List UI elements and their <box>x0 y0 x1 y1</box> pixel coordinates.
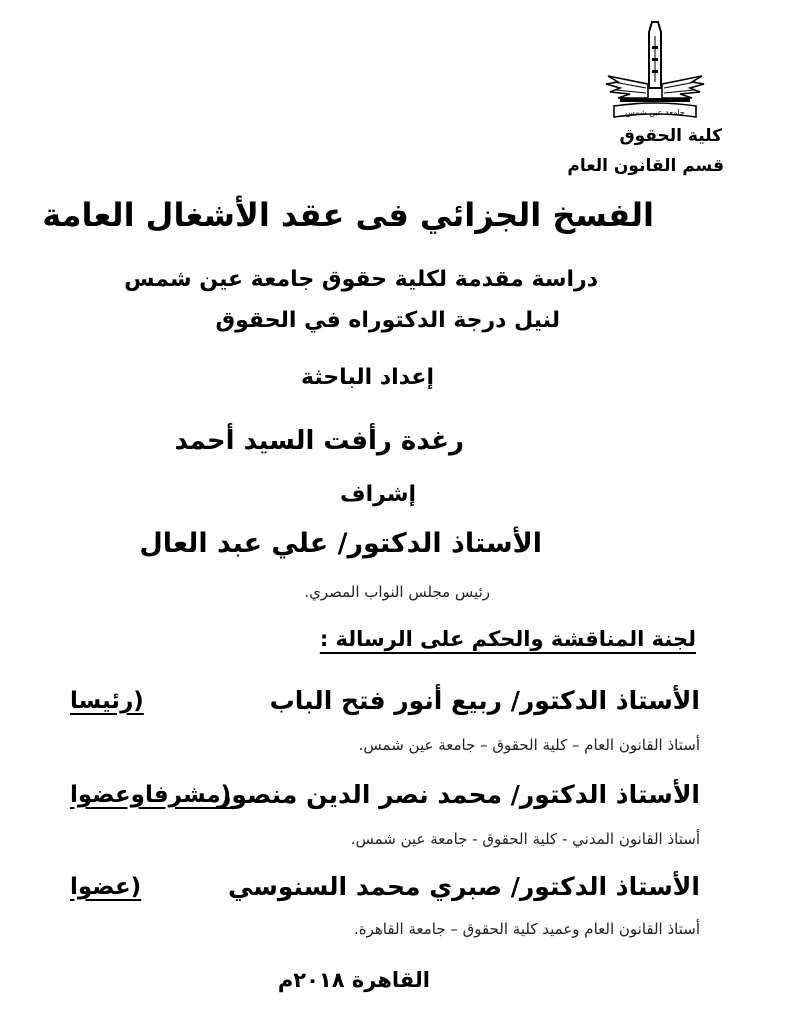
supervisor-role: رئيس مجلس النواب المصري. <box>304 583 490 601</box>
obelisk-emblem-icon <box>600 18 710 122</box>
supervisor-name: الأستاذ الدكتور/ علي عبد العال <box>139 528 542 559</box>
member-title: أستاذ القانون العام وعميد كلية الحقوق – جامعة القاهرة. <box>353 920 700 938</box>
member-title: أستاذ القانون العام – كلية الحقوق – جامعة عين شمس. <box>358 736 700 754</box>
member-name: الأستاذ الدكتور/ صبري محمد السنوسي <box>227 872 700 901</box>
committee-member <box>70 872 700 912</box>
prepared-by-label: إعداد الباحثة <box>301 365 434 390</box>
member-name: الأستاذ الدكتور/ محمد نصر الدين منصور <box>217 780 700 809</box>
thesis-subtitle-line1: دراسة مقدمة لكلية حقوق جامعة عين شمس <box>124 267 598 292</box>
member-role: (مشرفاوعضوا <box>70 782 232 808</box>
logo-banner-text: جامعة عين شمس <box>625 108 685 117</box>
committee-member <box>70 780 700 820</box>
department-name: قسم القانون العام <box>567 156 724 176</box>
member-role: (رئيسا <box>70 688 144 714</box>
member-role: (عضوا <box>70 874 142 900</box>
member-name: الأستاذ الدكتور/ ربيع أنور فتح الباب <box>269 686 700 715</box>
thesis-title: الفسخ الجزائي فى عقد الأشغال العامة <box>42 196 654 234</box>
committee-heading: لجنة المناقشة والحكم على الرسالة : <box>319 627 696 651</box>
thesis-subtitle-line2: لنيل درجة الدكتوراه في الحقوق <box>215 308 560 333</box>
faculty-name: كلية الحقوق <box>619 126 722 146</box>
committee-member <box>70 686 700 726</box>
place-date: القاهرة ٢٠١٨م <box>277 968 430 992</box>
supervision-label: إشراف <box>340 482 416 507</box>
member-title: أستاذ القانون المدني - كلية الحقوق - جامعة عين شمس. <box>350 830 700 848</box>
author-name: رغدة رأفت السيد أحمد <box>174 426 464 456</box>
university-logo <box>600 18 710 122</box>
